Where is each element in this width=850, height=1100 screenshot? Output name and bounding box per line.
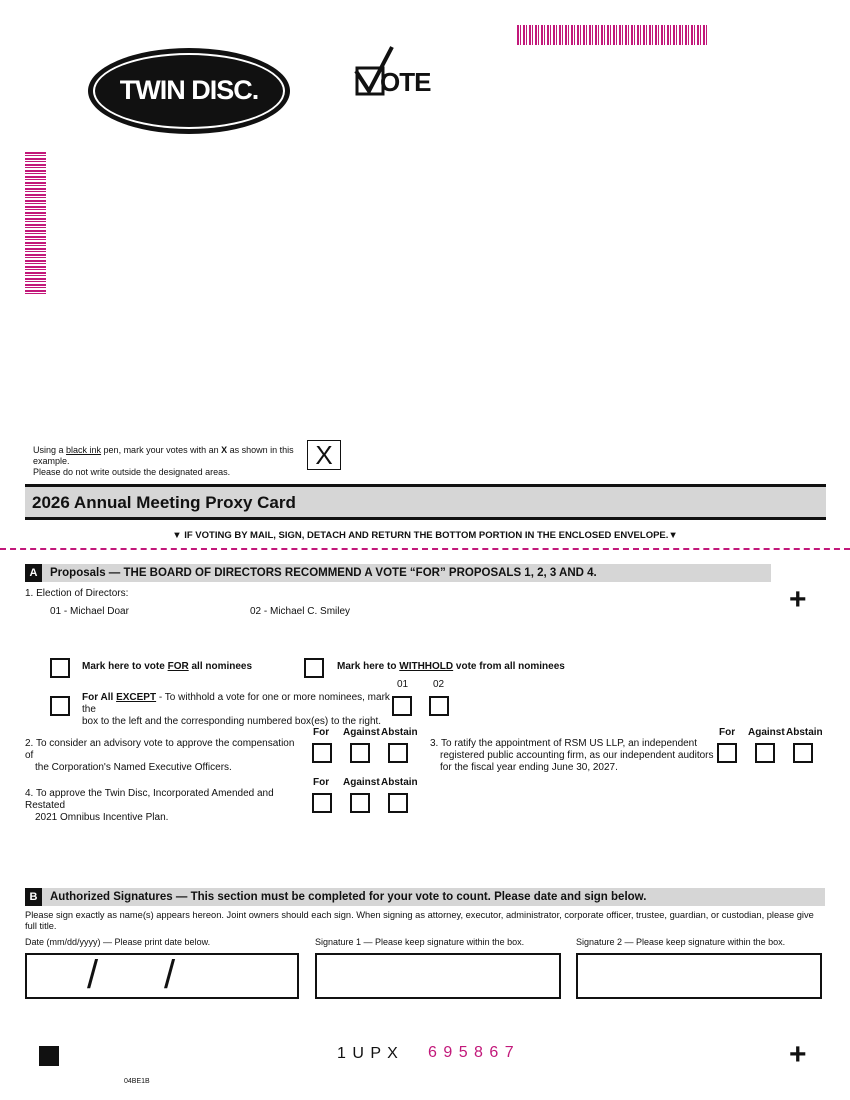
signature-1-field[interactable] bbox=[315, 953, 561, 999]
proposal-3-text: 3. To ratify the appointment of RSM US LLP, an independent registered public accounting firm, as our independent auditors for the fiscal year ending June 30, 2027. bbox=[430, 738, 714, 773]
signature-2-label: Signature 2 — Please keep signature within the box. bbox=[576, 937, 786, 947]
signature-2-field[interactable] bbox=[576, 953, 822, 999]
for-all-label: Mark here to vote FOR all nominees bbox=[82, 661, 253, 672]
proposal-2-text: 2. To consider an advisory vote to approve the compensation of the Corporation's Named Executive Officers. bbox=[25, 738, 295, 773]
p3-col-abstain: Abstain bbox=[786, 727, 823, 738]
signature-1-label: Signature 1 — Please keep signature within the box. bbox=[315, 937, 525, 947]
top-barcode bbox=[517, 25, 709, 45]
p4-col-for: For bbox=[313, 777, 330, 788]
p3-abstain-checkbox[interactable] bbox=[793, 743, 813, 763]
for-all-checkbox[interactable] bbox=[50, 658, 70, 678]
mail-notice: ▼ IF VOTING BY MAIL, SIGN, DETACH AND RETURN THE BOTTOM PORTION IN THE ENCLOSED ENVELOPE.▼ bbox=[172, 530, 678, 541]
p2-col-for: For bbox=[313, 727, 330, 738]
withhold-all-label: Mark here to WITHHOLD vote from all nominees bbox=[337, 661, 565, 672]
p3-col-against: Against bbox=[748, 727, 785, 738]
for-all-except-label: For All EXCEPT - To withhold a vote for one or more nominees, mark the box to the left and the corresponding numbered box(es) to the right. bbox=[82, 692, 390, 727]
title-band bbox=[25, 484, 826, 520]
vote-logo: OTE bbox=[354, 45, 444, 97]
p2-for-checkbox[interactable] bbox=[312, 743, 332, 763]
nominee-01: 01 - Michael Doar bbox=[50, 606, 129, 617]
footer-number: 6 9 5 8 6 7 bbox=[428, 1044, 515, 1061]
nominee-01-checkbox[interactable] bbox=[392, 696, 412, 716]
footer-code: 1 U P X bbox=[337, 1045, 399, 1062]
section-a-header bbox=[25, 564, 771, 582]
nominee-number-02: 02 bbox=[433, 679, 445, 690]
p3-against-checkbox[interactable] bbox=[755, 743, 775, 763]
example-mark-box: X bbox=[307, 440, 341, 470]
proposal-4-text: 4. To approve the Twin Disc, Incorporated Amended and Restated 2021 Omnibus Incentive Plan. bbox=[25, 788, 274, 823]
footer-square bbox=[39, 1046, 59, 1066]
election-label: 1. Election of Directors: bbox=[25, 588, 129, 599]
p2-col-against: Against bbox=[343, 727, 380, 738]
p2-against-checkbox[interactable] bbox=[350, 743, 370, 763]
p4-abstain-checkbox[interactable] bbox=[388, 793, 408, 813]
p2-col-abstain: Abstain bbox=[381, 727, 418, 738]
signature-instructions: Please sign exactly as name(s) appears hereon. Joint owners should each sign. When signing as attorney, executor, administrator, corporate officer, trustee, guardian, or custodian, please give full title. bbox=[25, 910, 814, 931]
date-separator-2: / bbox=[164, 953, 176, 997]
side-barcode bbox=[25, 152, 46, 295]
p3-col-for: For bbox=[719, 727, 736, 738]
section-b-badge: B bbox=[25, 888, 42, 906]
withhold-all-checkbox[interactable] bbox=[304, 658, 324, 678]
nominee-02: 02 - Michael C. Smiley bbox=[250, 606, 351, 617]
section-b-title: Authorized Signatures — This section must be completed for your vote to count. Please date and sign below. bbox=[50, 891, 647, 903]
p2-abstain-checkbox[interactable] bbox=[388, 743, 408, 763]
for-all-except-checkbox[interactable] bbox=[50, 696, 70, 716]
date-separator-1: / bbox=[87, 953, 99, 997]
footer-small-code: 04BE1B bbox=[124, 1078, 150, 1085]
section-b-header bbox=[25, 888, 825, 906]
detach-line bbox=[0, 548, 850, 550]
p4-col-against: Against bbox=[343, 777, 380, 788]
company-logo: TWIN DISC. bbox=[88, 48, 290, 134]
registration-plus-top: + bbox=[789, 583, 807, 616]
nominee-02-checkbox[interactable] bbox=[429, 696, 449, 716]
p4-against-checkbox[interactable] bbox=[350, 793, 370, 813]
nominee-number-01: 01 bbox=[397, 679, 409, 690]
date-label: Date (mm/dd/yyyy) — Please print date below. bbox=[25, 937, 211, 947]
section-a-badge: A bbox=[25, 564, 42, 582]
p4-col-abstain: Abstain bbox=[381, 777, 418, 788]
card-title: 2026 Annual Meeting Proxy Card bbox=[32, 493, 296, 512]
date-field[interactable] bbox=[25, 953, 299, 999]
marking-instructions: Using a black ink pen, mark your votes with an X as shown in this example. Please do not write outside the designated areas. bbox=[33, 445, 294, 477]
p4-for-checkbox[interactable] bbox=[312, 793, 332, 813]
registration-plus-bottom: + bbox=[789, 1038, 807, 1071]
section-a-title: Proposals — THE BOARD OF DIRECTORS RECOMMEND A VOTE “FOR” PROPOSALS 1, 2, 3 AND 4. bbox=[50, 567, 597, 579]
p3-for-checkbox[interactable] bbox=[717, 743, 737, 763]
